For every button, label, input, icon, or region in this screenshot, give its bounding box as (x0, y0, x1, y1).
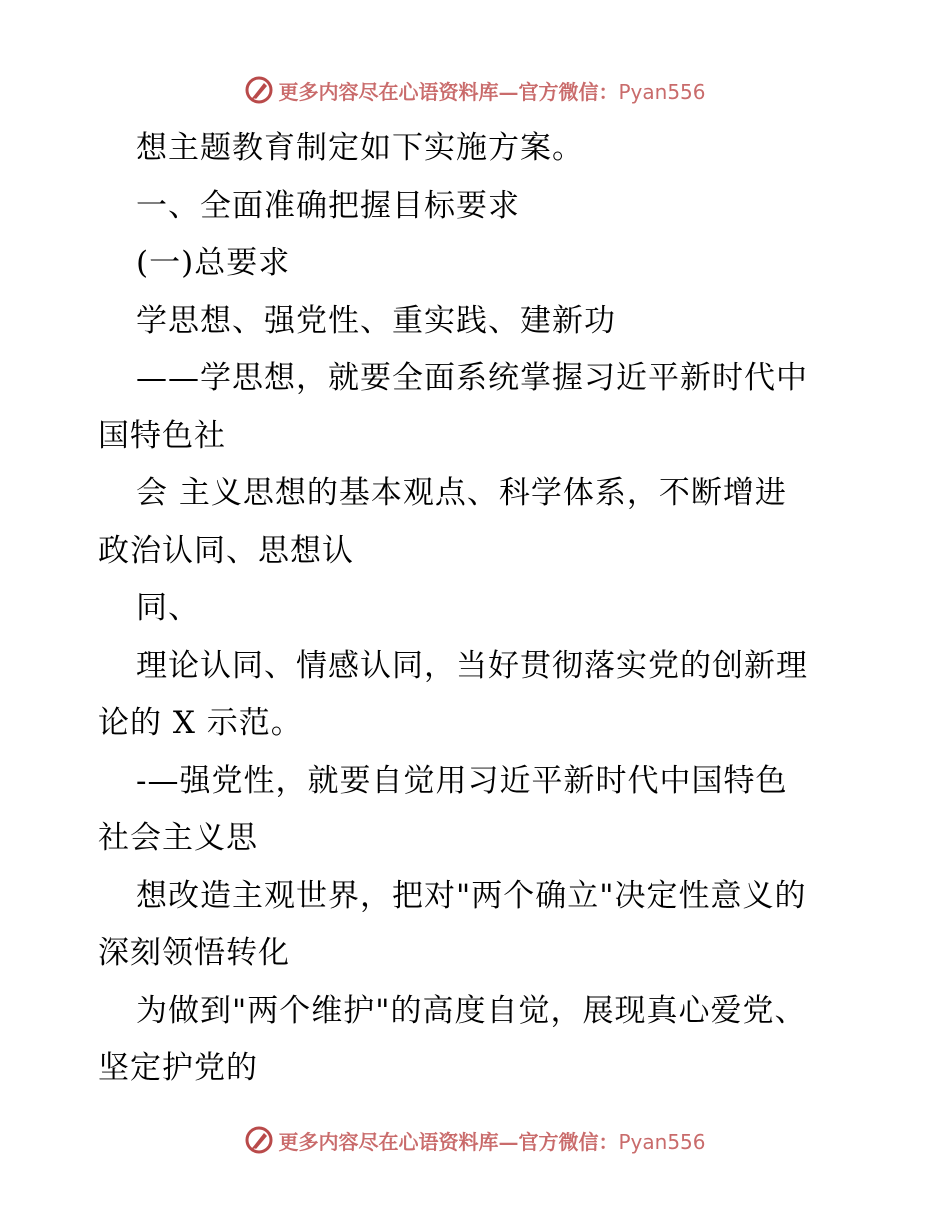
document-body (98, 120, 858, 1098)
banner-text: 更多内容尽在心语资料库—官方微信：Pyan556 (278, 79, 706, 104)
subsection-heading: (一)总要求 (136, 245, 291, 281)
paragraph-line: 想主题教育制定如下实施方案。 (136, 130, 584, 166)
paragraph-line: 国特色社 (98, 417, 226, 454)
section-heading: 一、全面准确把握目标要求 (136, 187, 520, 224)
paragraph-line: 想改造主观世界，把对"两个确立"决定性意义的 (136, 877, 807, 914)
paragraph-line: 同、 (136, 590, 200, 626)
pen-badge-icon (244, 1125, 274, 1155)
paragraph-line: 理论认同、情感认同，当好贯彻落实党的创新理 (136, 647, 808, 684)
paragraph-line: 学思想、强党性、重实践、建新功 (136, 302, 616, 339)
paragraph-line: 坚定护党的 (98, 1050, 258, 1086)
pen-badge-icon (244, 75, 274, 105)
paragraph-line: 会 主义思想的基本观点、科学体系，不断增进 (136, 475, 787, 511)
paragraph-line: 深刻领悟转化 (98, 935, 290, 971)
wechat-id: Pyan556 (618, 79, 706, 104)
paragraph-line: 社会主义思 (98, 820, 258, 856)
header-banner (0, 70, 950, 110)
wechat-id: Pyan556 (618, 1129, 706, 1154)
paragraph-line: 论的 X 示范。 (98, 705, 303, 741)
footer-banner (0, 1120, 950, 1160)
paragraph-line: 政治认同、思想认 (98, 532, 354, 569)
banner-text: 更多内容尽在心语资料库—官方微信：Pyan556 (278, 1129, 706, 1154)
paragraph-line: ——学思想，就要全面系统掌握习近平新时代中 (136, 360, 808, 396)
paragraph-line: 为做到"两个维护"的高度自觉，展现真心爱党、 (136, 992, 807, 1029)
paragraph-line: -—强党性，就要自觉用习近平新时代中国特色 (136, 762, 788, 799)
